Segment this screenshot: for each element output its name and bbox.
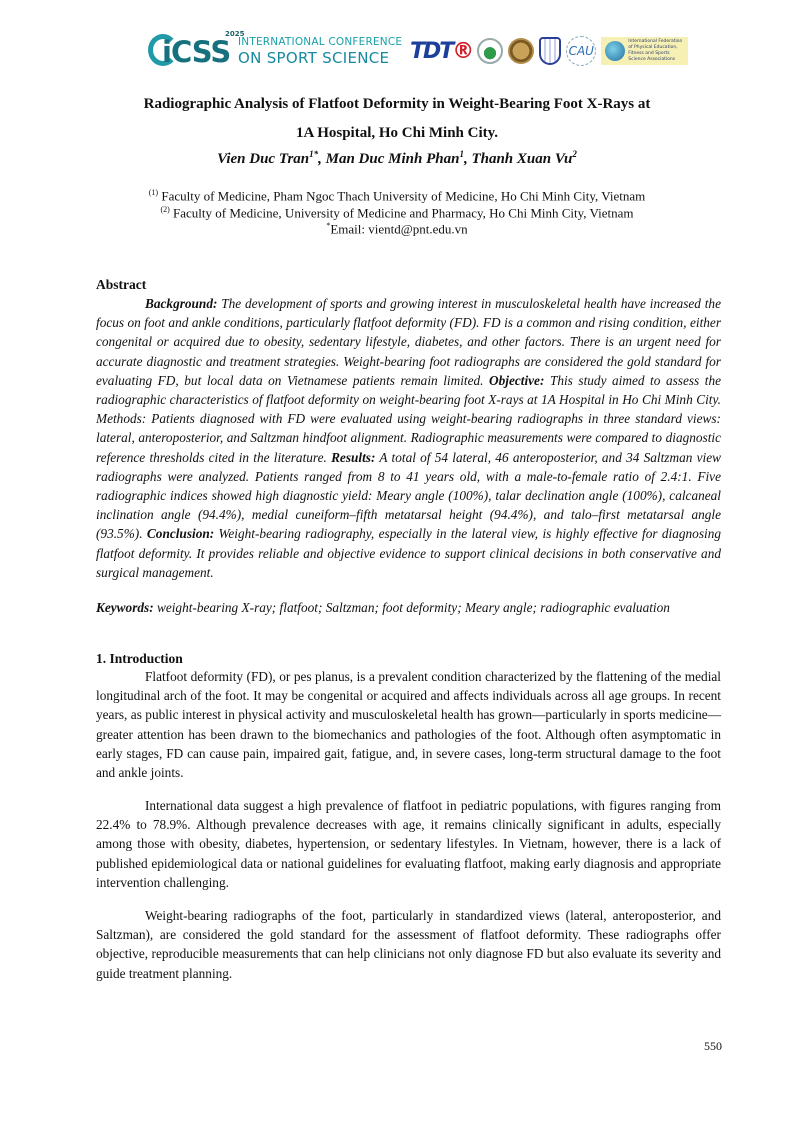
ifpe-logo — [601, 37, 688, 65]
globe-icon — [605, 41, 625, 61]
author-affiliation-mark: 1 — [459, 149, 464, 159]
affiliation-text: Faculty of Medicine, Pham Ngoc Thach University of Medicine, Ho Chi Minh City, Vietnam — [158, 188, 646, 204]
introduction-heading: 1. Introduction — [96, 651, 183, 666]
results-label: Results: — [331, 449, 376, 465]
results-text: A total of 54 lateral, 46 anteroposterior, and 34 Saltzman view radiographs were analyzed. Patients ranged from 8 to 41 years old, with a male-to-female ratio of 2.4:1. Five radiographic indices showed high diagnostic yield: Meary angle (100%), talar declination angle (100%), calcaneal inclination angle (94.4%), medial cuneiform–fifth metatarsal height (94.4%), and talo–first metatarsal angle (93.5%). — [96, 449, 721, 542]
affiliation-1 — [0, 188, 794, 204]
icss-letters: iCSS — [162, 35, 231, 69]
partner-logos — [410, 34, 688, 68]
affiliation-text: Faculty of Medicine, University of Medicine and Pharmacy, Ho Chi Minh City, Vietnam — [169, 205, 634, 221]
abstract-heading: Abstract — [96, 277, 147, 292]
intro-paragraph-2 — [96, 796, 721, 892]
university-shield-icon — [539, 37, 561, 65]
university-gold-seal-icon — [508, 38, 534, 64]
conference-name-line2: ON SPORT SCIENCE — [238, 49, 390, 67]
author-name: Man Duc Minh Phan — [325, 151, 460, 167]
tdt-logo — [410, 39, 472, 64]
intro-paragraph-3 — [96, 906, 721, 983]
ifpe-logo-text: International Federation of Physical Education, Fitness and Sports Science Associations — [628, 39, 683, 62]
author-name: Vien Duc Tran — [217, 151, 310, 167]
registered-mark-icon: ® — [452, 38, 473, 64]
author-affiliation-mark: 2 — [572, 149, 577, 159]
abstract-body — [96, 294, 721, 582]
affiliation-2 — [0, 205, 794, 221]
conclusion-text: Weight-bearing radiography, especially in the lateral view, is highly effective for diagnosing flatfoot deformity. It provides reliable and objective evidence to support clinical decisions in both conservative and surgical management. — [96, 526, 721, 580]
conclusion-label: Conclusion: — [146, 526, 215, 542]
keywords-text: weight-bearing X-ray; flatfoot; Saltzman; foot deformity; Meary angle; radiographic evaluation — [153, 600, 670, 615]
email-text: Email: vientd@pnt.edu.vn — [330, 221, 468, 237]
keywords — [96, 598, 721, 617]
background-label: Background: — [145, 296, 218, 311]
paper-title-line2: 1A Hospital, Ho Chi Minh City. — [295, 125, 499, 141]
paragraph-text: International data suggest a high prevalence of flatfoot in pediatric populations, with figures ranging from 22.4% to 78.9%. Although prevalence decreases with age, it remains clinically significant in adults, especially among those with obesity, diabetes, hypertension, or sedentary lifestyles. In Vietnam, however, there is a lack of published epidemiological data or national guidelines for evaluating flatfoot, making early diagnosis and appropriate intervention challenging. — [96, 798, 721, 890]
affiliation-mark: (2) — [160, 205, 170, 214]
keywords-label: Keywords: — [96, 600, 154, 615]
corresponding-email — [0, 221, 794, 237]
conference-header — [148, 30, 683, 74]
author-separator: , — [463, 151, 472, 167]
conference-name-line1: INTERNATIONAL CONFERENCE — [238, 36, 403, 48]
page-number: 550 — [704, 1039, 722, 1053]
tdt-logo-text: TDT — [410, 38, 453, 64]
author-list — [0, 149, 794, 168]
corresponding-mark: * — [326, 221, 331, 230]
objective-text: This study aimed to assess the radiographic characteristics of flatfoot deformity on weight-bearing foot X-rays at 1A Hospital in Ho Chi Minh City. Methods: Patients diagnosed with FD were evaluated using weight-bearing radiographs in three standard views: lateral, anteroposterior, and Saltzman hindfoot alignment. Radiographic measurements were compared to diagnostic reference thresholds cited in the literature. — [96, 372, 721, 465]
author-name: Thanh Xuan Vu — [471, 151, 573, 167]
cau-logo: CAU — [566, 36, 596, 66]
intro-paragraph-1 — [96, 667, 721, 782]
icss-conference-logo — [148, 30, 403, 70]
paragraph-text: Flatfoot deformity (FD), or pes planus, is a prevalent condition characterized by the flattening of the medial longitudinal arch of the foot. It may be congenital or acquired and affects individuals across all age groups. In recent years, as public interest in physical activity and musculoskeletal health has grown—particularly in sports medicine—greater attention has been drawn to the biomechanics and pathologies of the foot. Although often asymptomatic in early stages, FD can cause pain, impaired gait, fatigue, and, in severe cases, long-term structural damage to the foot and ankle joints. — [96, 669, 721, 781]
affiliation-mark: (1) — [148, 188, 159, 197]
author-affiliation-mark: 1* — [309, 149, 319, 159]
paper-title-line1: Radiographic Analysis of Flatfoot Deformity in Weight-Bearing Foot X-Rays at — [143, 96, 651, 112]
author-separator: , — [318, 151, 326, 167]
background-text: The development of sports and growing interest in musculoskeletal health have increased the focus on foot and ankle conditions, particularly flatfoot deformity (FD). FD is a common and rising condition, either congenital or acquired due to obesity, sedentary lifestyle, diabetes, and other factors. There is an urgent need for accurate diagnostic and treatment strategies. Weight-bearing foot radiographs are considered the gold standard for evaluating FD, but local data on Vietnamese patients remain limited. — [96, 296, 721, 388]
olympic-committee-seal-icon — [477, 38, 503, 64]
icss-year: 2025 — [225, 30, 245, 38]
objective-label: Objective: — [489, 372, 545, 388]
paragraph-text: Weight-bearing radiographs of the foot, particularly in standardized views (lateral, anteroposterior, and Saltzman), are considered the gold standard for the assessment of flatfoot deformity. These radiographs offer objective, reproducible measurements that can help clinicians not only diagnose FD but also evaluate its severity and guide treatment planning. — [96, 908, 721, 981]
